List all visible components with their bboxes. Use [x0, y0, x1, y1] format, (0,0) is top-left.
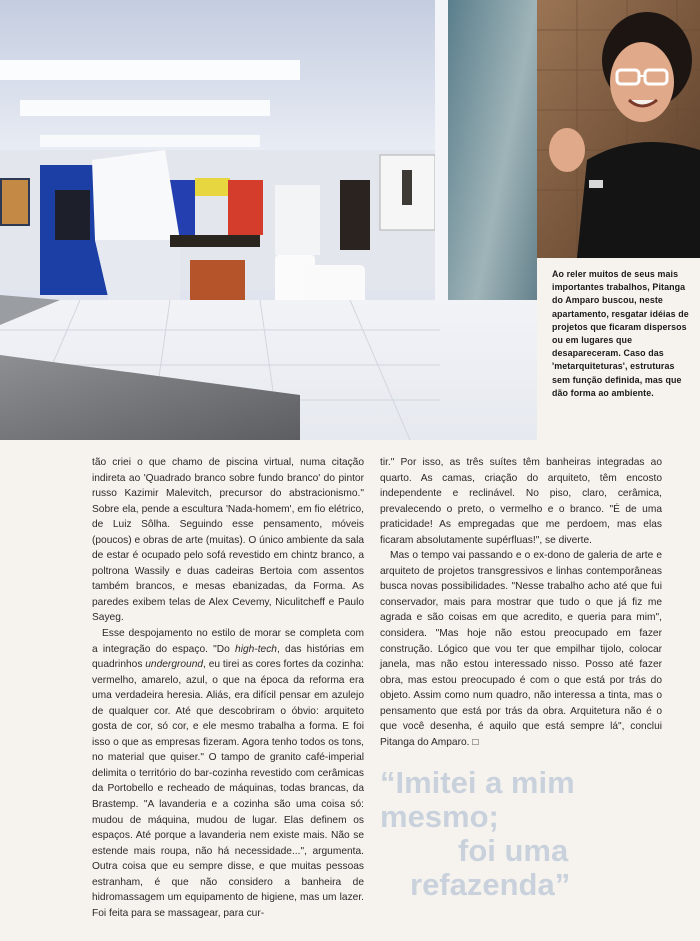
- italic-term: high-tech: [235, 643, 277, 655]
- text-run: , eu tirei as cores fortes da cozinha: vermelho, amarelo, azul, o que na época da reforma era uma verdadeira heresia. Aliás, era difícil pensar em azulejo de qualquer cor. Até que descobriram o óbvio: arquiteto gosta de cor, só cor, e ele mesmo trabalha a forma. E foi isso o que as empresas fizeram. Agora tenho todos os tons, no material que quiser." O tampo de granito café-imperial delimita o território do bar-cozinha revestido com cerâmicas da Portobello e recheado de máquinas, todas brancas, da Brastemp. "A lavanderia e a cozinha são uma coisa só: mudou de máquina, mudou de lugar. Elas definem os espaços. Até porque a lavanderia nem existe mais. Não se estende mais roupa, não há necessidade...", argumenta. Outra coisa que eu sempre disse, e que muitas pessoas estranham, é que não considero a banheira de hidromassagem um equipamento de higiene, mas um lazer. Foi feita para se massagear, para cur-: [92, 659, 364, 919]
- paragraph: [92, 626, 364, 921]
- italic-term: underground: [145, 659, 204, 671]
- interior-photo: [0, 0, 537, 440]
- pull-quote-line: mesmo;: [380, 799, 499, 834]
- pull-quote-line: refazenda”: [410, 867, 571, 902]
- text-run: , das histórias em quadrinhos: [92, 643, 364, 671]
- pull-quote-line: foi uma: [458, 833, 569, 868]
- text-run: Esse despojamento no estilo de morar se completa com a integração do espaço. "Do: [92, 628, 364, 655]
- pull-quote: [380, 766, 665, 902]
- body-column-right: [380, 455, 662, 750]
- paragraph: Mas o tempo vai passando e o ex-dono de galeria de arte e arquiteto de projetos transgressivos e linhas contemporâneas busca novas possibilidades. "Nesse trabalho acho até que fui conservador, mais para mostrar que tudo o que já fiz me agrada e são coisas em que acredito, e queria para mim", considera. "Mas hoje não estou preocupado em fazer construção. Lógico que vou ter que empilhar tijolo, colocar janela, mas não estou interessado nisso. Posso até fazer obra, mas estou preocupado é com o que está por trás do objeto. Assim como num quadro, não interessa a tinta, mas o pensamento que está por trás da obra. Arquitetura não é o que você desenha, é aquilo que está sempre lá", conclui Pitanga do Amparo. □: [380, 550, 662, 748]
- portrait-photo: [537, 0, 700, 258]
- pull-quote-line: “Imitei a mim: [380, 765, 575, 800]
- body-column-left: [92, 455, 364, 921]
- paragraph: tão criei o que chamo de piscina virtual, numa citação indireta ao 'Quadrado branco sobre fundo branco' do pintor russo Kazimir Malevitch, precursor do abstracionismo." Sobre ela, pende a escultura 'Nada-homem', em fio elétrico, de Luiz Sôlha. Seguindo esse pensamento, móveis (poucos) e obras de arte (muitas). O único ambiente da sala de estar é ocupado pelo sofá revestido em chintz branco, a poltrona Wassily e duas cadeiras Bertoia com assentos também brancos, e mesas ebanizadas, da Forma. As paredes exibem telas de Alex Cevemy, Niculitcheff e Paulo Sayeg.: [92, 457, 364, 624]
- photo-caption: Ao reler muitos de seus mais importantes trabalhos, Pitanga do Amparo buscou, neste apartamento, resgatar idéias de projetos que ficaram dispersos ou em lugares que desapareceram. Caso das 'metarquiteturas', estruturas sem função definida, mas que dão forma ao ambiente.: [552, 269, 689, 398]
- paragraph: tir." Por isso, as três suítes têm banheiras integradas ao quarto. As camas, criação do arquiteto, têm encosto independente e reclinável. No piso, claro, cerâmica, prevalecendo o preto, o vermelho e o branco. "É de uma praticidade! As empregadas que me perdoem, mas elas ficaram absolutamente supérfluas!", se diverte.: [380, 457, 662, 546]
